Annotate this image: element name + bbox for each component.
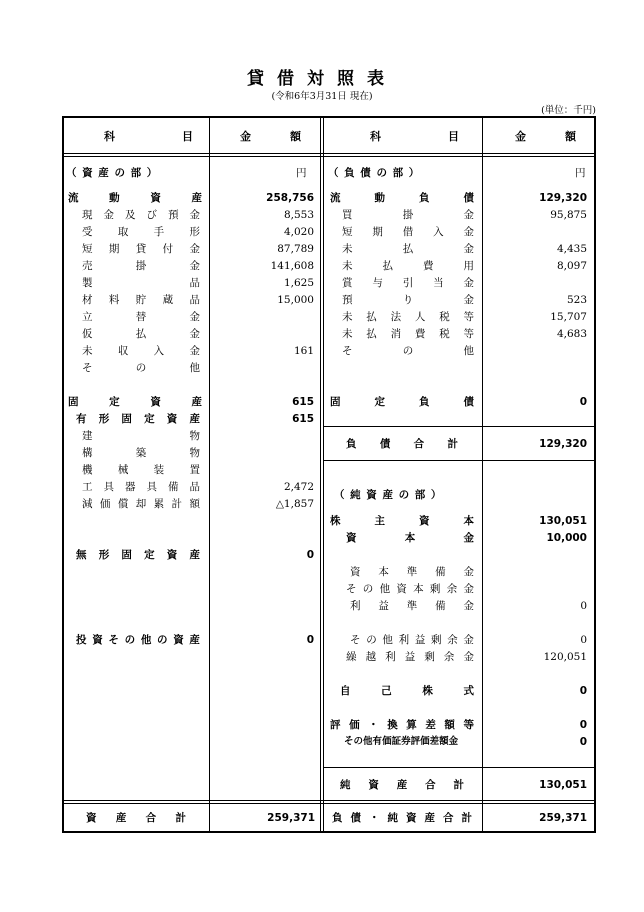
asset-row-value: [213, 360, 314, 376]
liability-row-value: 4,683: [556, 328, 587, 340]
center-divider-2: [323, 116, 324, 833]
asset-row-value: 8,553: [283, 209, 314, 221]
asset-row-label: 現 金 及 び 預 金: [82, 209, 200, 221]
net-asset-row-value: 120,051: [543, 651, 587, 663]
liability-row-label: 買 掛 金: [342, 209, 474, 221]
liability-row-value: [486, 275, 587, 291]
net-asset-row-value: 0: [579, 736, 587, 748]
asset-row-label: 建 物: [82, 430, 200, 442]
liability-row-value: 15,707: [550, 311, 587, 323]
asset-row-label: 材 料 貯 蔵 品: [82, 294, 200, 306]
header-amount-right: 金 額: [515, 130, 590, 143]
asset-row-value: [213, 326, 314, 342]
net-asset-row-value: 10,000: [546, 532, 587, 544]
net-asset-row-label: そ の 他 利 益 剰 余 金: [350, 634, 474, 646]
asset-row-label: 機 械 装 置: [82, 464, 200, 476]
header-subject-left: 科 目: [104, 130, 221, 143]
header-amount-left: 金 額: [240, 130, 315, 143]
asset-row-value: 141,608: [270, 260, 314, 272]
net-asset-row-label: 株 主 資 本: [330, 515, 474, 527]
asset-row-value: [213, 428, 314, 444]
asset-row-label: 売 掛 金: [82, 260, 200, 272]
liability-row-value: [486, 224, 587, 240]
liability-row-value: 95,875: [550, 209, 587, 221]
liability-row-value: 8,097: [556, 260, 587, 272]
net-asset-row-label: 繰 越 利 益 剰 余 金: [346, 651, 474, 663]
asset-row-label: 減 価 償 却 累 計 額: [82, 498, 200, 510]
assets-total-value: 259,371: [267, 812, 315, 824]
liabilities-total-label: 負 債 合 計: [346, 438, 458, 450]
table-border-left: [62, 116, 64, 833]
page-title: 貸借対照表: [247, 69, 397, 89]
asset-row-label: 未 収 入 金: [82, 345, 200, 357]
liability-row-value: 0: [579, 396, 587, 408]
table-border-bottom: [62, 831, 595, 833]
net-asset-row-value: 0: [579, 719, 587, 731]
left-amount-divider: [209, 116, 210, 833]
net-asset-row-label: 自 己 株 式: [340, 685, 474, 697]
net-asset-row-value: [486, 581, 587, 597]
center-divider: [320, 116, 321, 833]
net-asset-row-value: 0: [580, 600, 587, 612]
total-divider: [62, 800, 595, 801]
header-divider-2: [62, 156, 595, 157]
net-asset-row-label: 資 本 金: [346, 532, 474, 544]
net-asset-row-label: 資 本 準 備 金: [350, 566, 474, 578]
liability-row-label: そ の 他: [342, 345, 474, 357]
assets-section-label: （ 資 産 の 部 ）: [66, 167, 159, 179]
asset-row-value: 0: [306, 634, 314, 646]
asset-row-value: 2,472: [283, 481, 314, 493]
asset-row-value: 161: [293, 345, 314, 357]
liability-row-label: 未 払 金: [342, 243, 474, 255]
liabilities-yen-unit: 円: [575, 167, 586, 179]
net-assets-section-label: （ 純 資 産 の 部 ）: [334, 489, 443, 501]
liab-net-total-value: 259,371: [539, 812, 587, 824]
asset-row-value: 615: [292, 413, 314, 425]
asset-row-value: 258,756: [266, 192, 314, 204]
liability-row-label: 賞 与 引 当 金: [342, 277, 474, 289]
asset-row-label: 製 品: [82, 277, 200, 289]
liabilities-total-value: 129,320: [539, 438, 587, 450]
net-asset-row-value: [486, 564, 587, 580]
asset-row-value: 4,020: [283, 226, 314, 238]
asset-row-label: 受 取 手 形: [82, 226, 200, 238]
liab-total-bottom: [324, 460, 594, 461]
asset-row-value: [213, 309, 314, 325]
liability-row-label: 未 払 法 人 税 等: [342, 311, 474, 323]
header-divider: [62, 153, 595, 154]
unit-label: (単位：千円): [541, 105, 596, 116]
net-assets-total-value: 130,051: [539, 779, 587, 791]
asset-row-label: 固 定 資 産: [68, 396, 202, 408]
net-asset-row-label: 評 価 ・ 換 算 差 額 等: [330, 719, 474, 731]
liab-net-total-label: 負 債 ・ 純 資 産 合 計: [332, 812, 472, 824]
asset-row-label: 工 具 器 具 備 品: [82, 481, 200, 493]
header-subject-right: 科 目: [370, 130, 487, 143]
asset-row-label: 構 築 物: [82, 447, 200, 459]
asset-row-label: 流 動 資 産: [68, 192, 202, 204]
liability-row-value: [486, 343, 587, 359]
net-total-top: [324, 767, 594, 768]
liabilities-section-label: （ 負 債 の 部 ）: [328, 167, 421, 179]
liability-row-label: 未 払 費 用: [342, 260, 474, 272]
asset-row-label: 仮 払 金: [82, 328, 200, 340]
asset-row-value: 0: [306, 549, 314, 561]
net-asset-row-label: そ の 他 資 本 剰 余 金: [346, 583, 474, 595]
assets-yen-unit: 円: [296, 167, 307, 179]
table-border-right: [594, 116, 596, 833]
liab-total-top: [324, 426, 594, 427]
asset-row-value: 615: [292, 396, 314, 408]
asset-row-label: 立 替 金: [82, 311, 200, 323]
net-asset-row-value: 130,051: [539, 515, 587, 527]
net-asset-row-label: 利 益 準 備 金: [350, 600, 474, 612]
asset-row-value: 15,000: [277, 294, 314, 306]
liability-row-label: 未 払 消 費 税 等: [342, 328, 474, 340]
right-amount-divider: [482, 116, 483, 833]
liability-row-value: 4,435: [556, 243, 587, 255]
report-date: (令和6年3月31日 現在): [271, 91, 373, 102]
liability-row-label: 短 期 借 入 金: [342, 226, 474, 238]
asset-row-value: 87,789: [277, 243, 314, 255]
net-asset-row-value: 0: [579, 685, 587, 697]
net-assets-total-label: 純 資 産 合 計: [340, 779, 464, 791]
asset-row-label: 投 資 そ の 他 の 資 産: [76, 634, 200, 646]
asset-row-value: 1,625: [283, 277, 314, 289]
asset-row-value: [213, 445, 314, 461]
table-border-top: [62, 116, 595, 118]
liability-row-value: 523: [566, 294, 587, 306]
asset-row-value: [213, 462, 314, 478]
asset-row-label: 無 形 固 定 資 産: [76, 549, 200, 561]
net-asset-row-value: 0: [580, 634, 587, 646]
asset-row-label: そ の 他: [82, 362, 200, 374]
asset-row-label: 短 期 貸 付 金: [82, 243, 200, 255]
net-asset-row-label: そ の 他 有 価 証 券 評 価 差 額 金: [344, 736, 459, 747]
assets-total-label: 資 産 合 計: [86, 812, 186, 824]
liability-row-label: 固 定 負 債: [330, 396, 474, 408]
liability-row-label: 預 り 金: [342, 294, 474, 306]
liability-row-value: 129,320: [539, 192, 587, 204]
liability-row-label: 流 動 負 債: [330, 192, 474, 204]
total-divider-2: [62, 803, 595, 804]
asset-row-label: 有 形 固 定 資 産: [76, 413, 200, 425]
asset-row-value: △1,857: [275, 498, 314, 510]
